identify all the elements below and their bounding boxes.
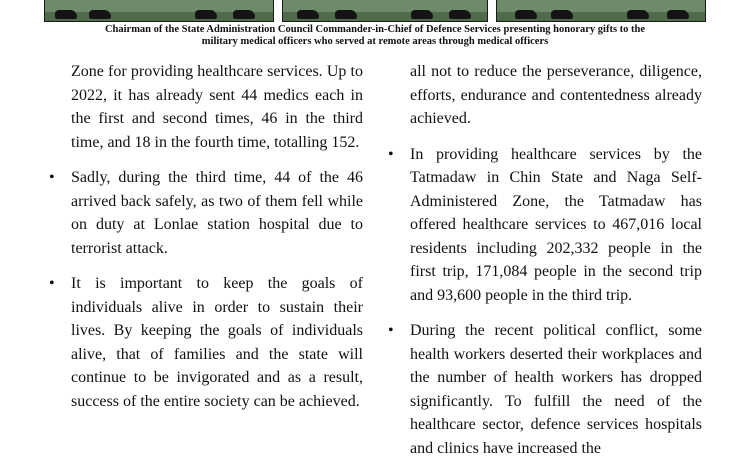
boot-shape xyxy=(515,10,537,19)
list-item: • In providing healthcare services by the Tatmadaw in Chin State and Naga Self-Administered Zone, the Tatmadaw has offered healthcare services to 467,016 local residents including 202,332 people in the first trip, 171,084 people in the second trip and 93,600 people in the third trip. xyxy=(410,143,702,308)
boot-shape xyxy=(449,10,471,19)
boot-shape xyxy=(411,10,433,19)
list-item: • Sadly, during the third time, 44 of the 46 arrived back safely, as two of them fell while on duty at Lonlae station hospital due to terrorist attack. xyxy=(71,166,363,260)
list-item: • During the recent political conflict, some health workers deserted their workplaces and the number of health workers has dropped significantly. To fulfill the need of the healthcare sector, defence services hospitals and clinics have increased the xyxy=(410,319,702,460)
list-item: • It is important to keep the goals of individuals alive in order to sustain their lives. By keeping the goals of individuals alive, that of families and the state will continue to be invigorated and as a result, success of the entire society can be achieved. xyxy=(71,272,363,413)
photo-presentation-right xyxy=(496,0,706,22)
photo-presentation-left xyxy=(44,0,274,22)
boot-shape xyxy=(335,10,357,19)
right-column xyxy=(410,60,702,472)
left-bullet-list xyxy=(71,166,363,413)
caption-line-2: military medical officers who served at remote areas through medical officers xyxy=(201,36,549,47)
photo-presentation-middle xyxy=(282,0,488,22)
boot-shape xyxy=(195,10,217,19)
boot-shape xyxy=(297,10,319,19)
boot-shape xyxy=(551,10,573,19)
boot-shape xyxy=(627,10,649,19)
boot-shape xyxy=(667,10,689,19)
caption-line-1: Chairman of the State Administration Council Commander-in-Chief of Defence Services presenting honorary gifts to the xyxy=(104,24,646,35)
photo-caption xyxy=(30,24,720,48)
boot-shape xyxy=(55,10,77,19)
right-bullet-list xyxy=(410,143,702,461)
photo-strip xyxy=(44,0,706,22)
left-continuation-paragraph: Zone for providing healthcare services. Up to 2022, it has already sent 44 medics each in the first and second times, 46 in the third time, and 18 in the fourth time, totalling 152. xyxy=(71,63,363,151)
boot-shape xyxy=(233,10,255,19)
left-column xyxy=(71,60,363,425)
boot-shape xyxy=(89,10,111,19)
right-continuation-paragraph: all not to reduce the perseverance, diligence, efforts, endurance and contentedness already achieved. xyxy=(410,63,702,127)
